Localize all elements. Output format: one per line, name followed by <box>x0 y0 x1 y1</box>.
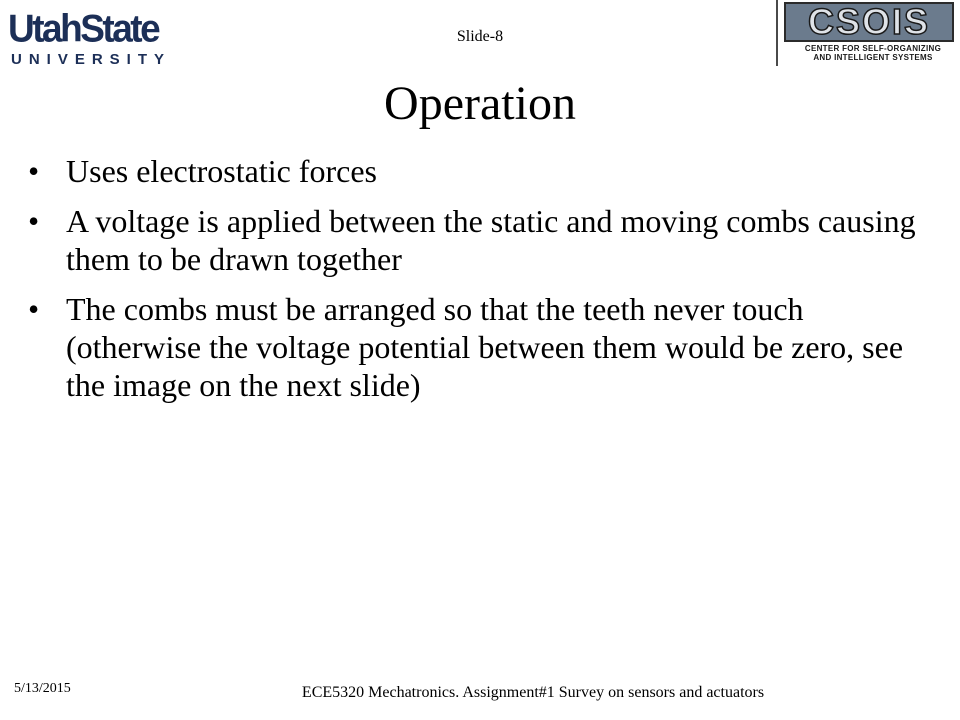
bullet-list <box>24 152 924 416</box>
csois-logo <box>776 0 960 66</box>
bullet-text: The combs must be arranged so that the teeth never touch (otherwise the voltage potential between them would be zero, see the image on the next slide) <box>66 291 904 403</box>
csois-wordmark: CSOIS <box>784 2 954 42</box>
logo-divider <box>776 0 778 66</box>
csois-subtitle <box>798 44 948 62</box>
usu-logo-wordmark: UtahState <box>8 6 159 50</box>
footer-caption: ECE5320 Mechatronics. Assignment#1 Survey on sensors and actuators <box>301 684 765 701</box>
footer-date: 5/13/2015 <box>14 681 71 696</box>
slide-number: Slide-8 <box>456 28 504 45</box>
csois-subtitle-line1: CENTER FOR SELF-ORGANIZING <box>804 44 942 53</box>
usu-logo-university: UNIVERSITY <box>11 51 172 68</box>
bullet-item <box>24 152 924 190</box>
bullet-item <box>24 202 924 278</box>
bullet-item <box>24 290 924 404</box>
bullet-marker: • <box>28 153 40 189</box>
bullet-text: A voltage is applied between the static and moving combs causing them to be drawn together <box>66 203 916 277</box>
bullet-marker: • <box>28 291 40 327</box>
csois-subtitle-line2: AND INTELLIGENT SYSTEMS <box>813 53 933 62</box>
slide-title: Operation <box>384 77 576 130</box>
bullet-text: Uses electrostatic forces <box>66 153 377 189</box>
bullet-marker: • <box>28 203 40 239</box>
